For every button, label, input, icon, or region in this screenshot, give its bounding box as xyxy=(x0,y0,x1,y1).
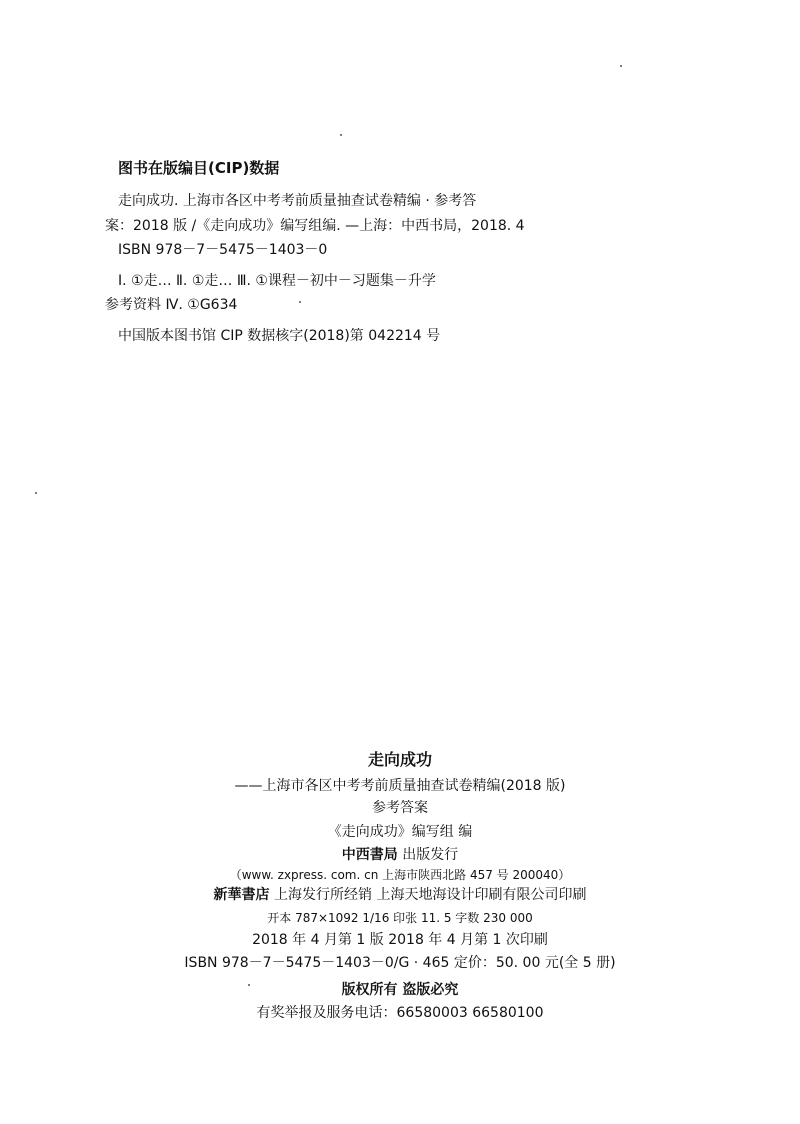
cip-verification-number: 中国版本图书馆 CIP 数据核字(2018)第 042214 号 xyxy=(118,328,441,344)
book-subtitle: ——上海市各区中考考前质量抽查试卷精编(2018 版) xyxy=(234,778,566,794)
isbn-price: ISBN 978－7－5475－1403－0/G · 465 定价：50. 00 元(全 5 册) xyxy=(184,955,616,971)
cip-description-line-1: 走向成功. 上海市各区中考考前质量抽查试卷精编 · 参考答 xyxy=(118,193,477,209)
scan-speck xyxy=(299,301,301,303)
cip-heading: 图书在版编目(CIP)数据 xyxy=(118,159,280,177)
book-specs: 开本 787×1092 1/16 印张 11. 5 字数 230 000 xyxy=(267,911,533,925)
scan-speck xyxy=(620,65,622,67)
book-title: 走向成功 xyxy=(367,750,432,769)
publisher-line xyxy=(0,847,800,863)
distribution-line xyxy=(0,887,800,903)
publisher-address: （www. zxpress. com. cn 上海市陕西北路 457 号 200040） xyxy=(229,868,571,882)
edition-info: 2018 年 4 月第 1 版 2018 年 4 月第 1 次印刷 xyxy=(252,932,548,948)
cip-description-line-2: 案：2018 版 /《走向成功》编写组编. —上海：中西书局，2018. 4 xyxy=(105,218,525,234)
cip-isbn: ISBN 978－7－5475－1403－0 xyxy=(118,242,328,258)
scan-speck xyxy=(248,984,250,986)
book-part: 参考答案 xyxy=(372,800,428,816)
cip-classification-line-1: Ⅰ. ①走… Ⅱ. ①走… Ⅲ. ①课程－初中－习题集－升学 xyxy=(118,273,436,289)
publisher-logo-text: 中西書局 xyxy=(341,847,398,863)
scan-speck xyxy=(35,492,37,494)
distribution-details: 上海发行所经销 上海天地海设计印刷有限公司印刷 xyxy=(274,887,587,903)
distributor-logo-text: 新華書店 xyxy=(213,887,270,903)
publisher-suffix: 出版发行 xyxy=(402,847,459,863)
scan-speck xyxy=(340,134,342,136)
report-hotline: 有奖举报及服务电话：66580003 66580100 xyxy=(256,1005,544,1021)
cip-classification-line-2: 参考资料 Ⅳ. ①G634 xyxy=(105,297,238,313)
copyright-notice: 版权所有 盗版必究 xyxy=(341,982,459,998)
book-editor: 《走向成功》编写组 编 xyxy=(327,824,473,840)
